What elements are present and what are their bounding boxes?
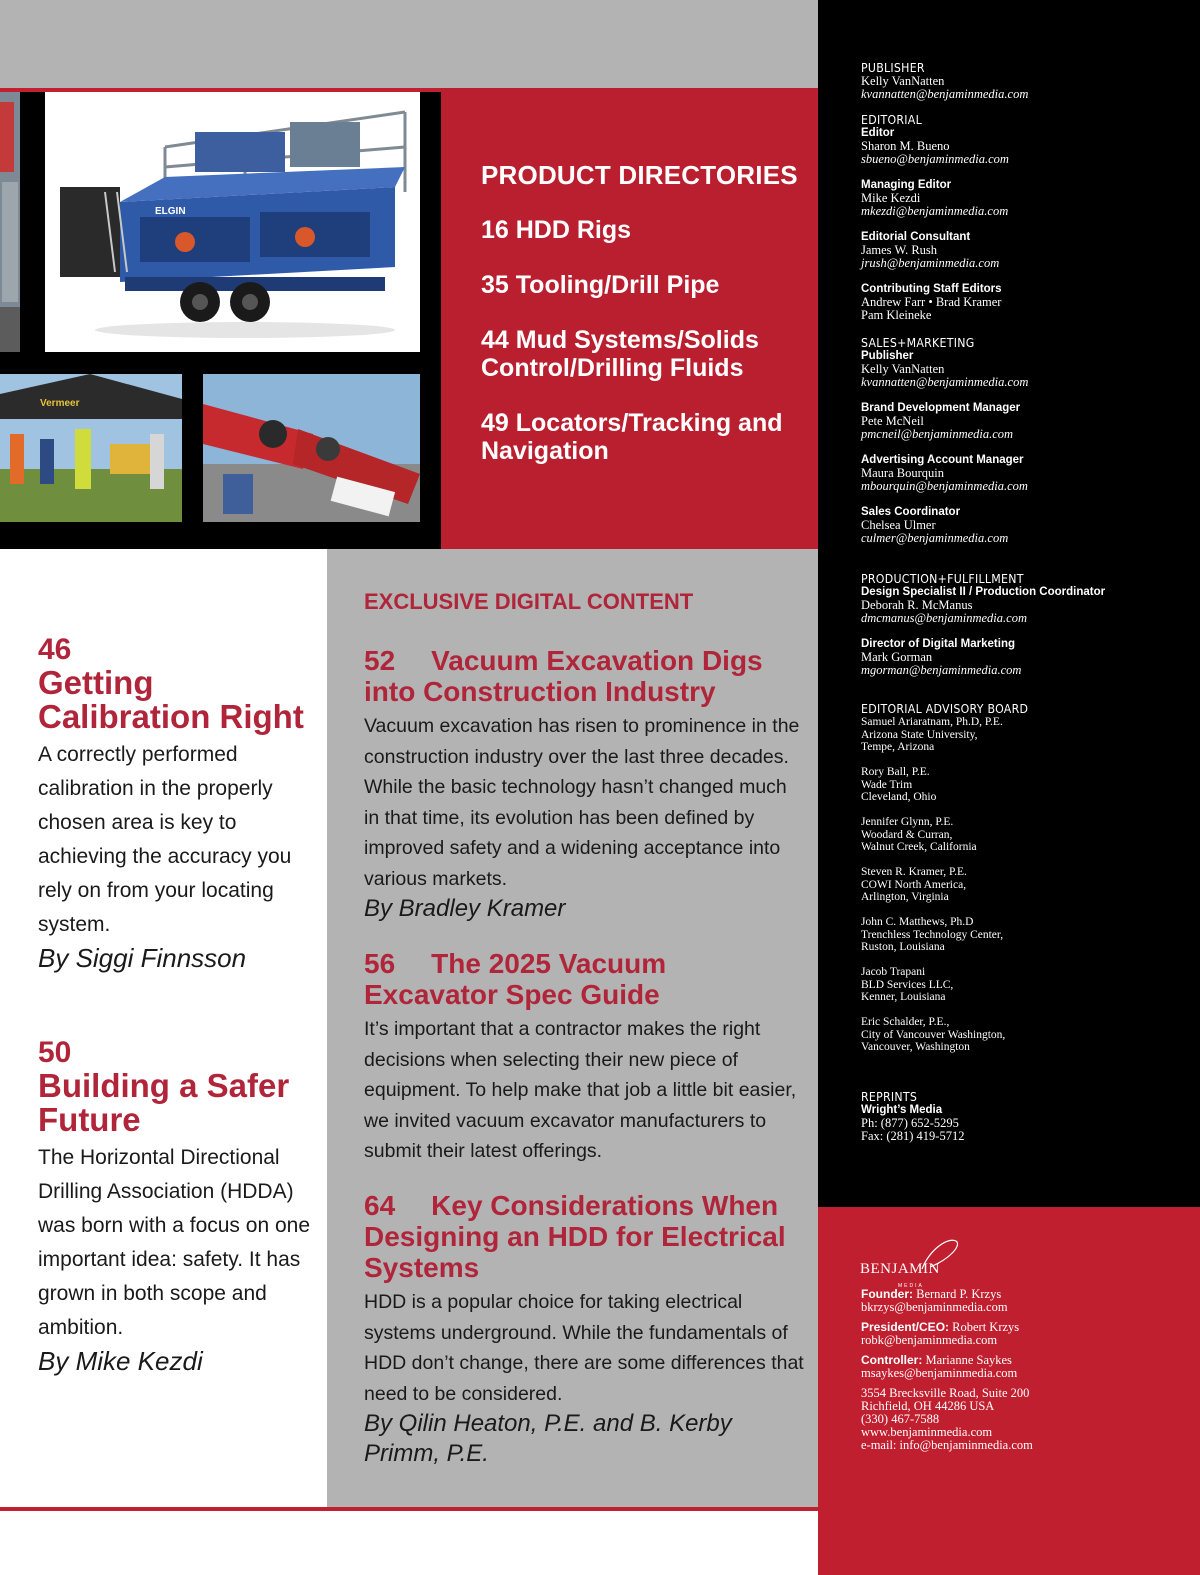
masthead-publisher: [861, 60, 1191, 101]
masthead-heading: PUBLISHER: [861, 60, 925, 75]
ceo-email[interactable]: robk@benjaminmedia.com: [861, 1333, 998, 1347]
staff-entry: [861, 179, 1191, 218]
article-summary: It’s important that a contractor makes the right decisions when selecting their new piece of equipment. To help make that job a little bit easier, we invited vacuum excavator manufacturers to submit their latest offerings.: [364, 1018, 797, 1162]
photo-demo-tent: [0, 374, 182, 522]
left-article-column: [0, 549, 327, 1507]
board-member-org: Wade Trim: [861, 778, 913, 791]
staff-name: Pete McNeil: [861, 414, 924, 428]
exclusive-content-label: EXCLUSIVE DIGITAL CONTENT: [364, 589, 694, 614]
staff-name: Chelsea Ulmer: [861, 518, 936, 532]
tent-brand-text: Vermeer: [40, 398, 80, 409]
staff-entry: [861, 350, 1191, 389]
board-member: [861, 966, 1191, 1004]
masthead-heading: PRODUCTION+FULFILLMENT: [861, 571, 1024, 586]
article-summary: Vacuum excavation has risen to prominence in the construction industry over the last three decades. While the basic technology hasn’t changed much in that time, its evolution has been defined by improved safety and a widening acceptance into various markets.: [364, 715, 800, 890]
staff-role: Editorial Consultant: [861, 231, 971, 243]
article-number: 56: [364, 948, 396, 979]
company-details: [861, 1288, 1191, 1459]
article-title: Key Considerations When Designing an HDD for Electrical Systems: [364, 1190, 786, 1283]
company-email[interactable]: e-mail: info@benjaminmedia.com: [861, 1438, 1033, 1452]
founder-email[interactable]: bkrzys@benjaminmedia.com: [861, 1300, 1008, 1314]
directory-item[interactable]: 49 Locators/Tracking and Navigation: [481, 409, 783, 465]
staff-entry: [861, 402, 1191, 441]
article-heading[interactable]: [364, 1190, 804, 1283]
controller-label: Controller:: [861, 1353, 923, 1367]
directories-list: [481, 216, 811, 492]
board-member-name: Eric Schalder, P.E.,: [861, 1016, 950, 1028]
article-number: 64: [364, 1190, 396, 1221]
board-member-name: Jennifer Glynn, P.E.: [861, 816, 954, 828]
staff-name: Kelly VanNatten: [861, 362, 945, 376]
staff-role: Managing Editor: [861, 179, 952, 191]
board-member-org: City of Vancouver Washington,: [861, 1028, 1006, 1041]
staff-role: Advertising Account Manager: [861, 454, 1024, 466]
masthead-editorial: [861, 112, 1191, 322]
board-member: [861, 816, 1191, 854]
staff-name: Mike Kezdi: [861, 191, 921, 205]
board-member-location: Walnut Creek, California: [861, 841, 977, 853]
staff-entry: [861, 283, 1191, 322]
staff-role: Publisher: [861, 350, 914, 362]
article-title: The 2025 Vacuum Excavator Spec Guide: [364, 948, 667, 1010]
address-block: [861, 1387, 1191, 1452]
founder-name: Bernard P. Krzys: [916, 1287, 1002, 1301]
photo-drill-tools: [203, 374, 420, 522]
masthead-heading: SALES+MARKETING: [861, 335, 975, 350]
staff-email[interactable]: mgorman@benjaminmedia.com: [861, 663, 1022, 677]
directories-title: PRODUCT DIRECTORIES: [481, 160, 798, 190]
article-byline: By Qilin Heaton, P.E. and B. Kerby Primm, P.E.: [364, 1410, 732, 1467]
article-52[interactable]: [364, 645, 804, 924]
board-member-org: Woodard & Curran,: [861, 828, 953, 841]
founder-label: Founder:: [861, 1287, 913, 1301]
masthead-advisory-board: [861, 701, 1191, 1066]
article-summary: The Horizontal Directional Drilling Association (HDDA) was born with a focus on one important idea: safety. It has grown in both scope and ambition.: [38, 1146, 310, 1339]
masthead: [818, 0, 1200, 1207]
article-number: 50: [38, 1036, 72, 1069]
board-member: [861, 716, 1191, 754]
article-byline: By Siggi Finnsson: [38, 943, 247, 973]
article-64[interactable]: [364, 1190, 804, 1469]
logo-subtext: MEDIA: [898, 1283, 924, 1289]
staff-email[interactable]: pmcneil@benjaminmedia.com: [861, 427, 1014, 441]
staff-email[interactable]: mkezdi@benjaminmedia.com: [861, 204, 1009, 218]
board-member-name: Steven R. Kramer, P.E.: [861, 866, 967, 878]
company-info: [818, 1207, 1200, 1575]
article-50[interactable]: [38, 1036, 313, 1377]
board-member: [861, 866, 1191, 904]
bottom-red-rule: [0, 1507, 818, 1511]
controller-name: Marianne Saykes: [925, 1353, 1012, 1367]
ceo-label: President/CEO:: [861, 1320, 950, 1334]
staff-name: Maura Bourquin: [861, 466, 944, 480]
masthead-heading: EDITORIAL: [861, 112, 922, 127]
board-member-name: Rory Ball, P.E.: [861, 766, 930, 778]
board-member: [861, 1016, 1191, 1054]
staff-name: Kelly VanNatten: [861, 74, 945, 88]
staff-entry: [861, 506, 1191, 545]
logo-wordmark: BENJAMIN: [860, 1261, 940, 1277]
staff-entry: [861, 586, 1191, 625]
board-member: [861, 766, 1191, 804]
board-member-org: Arizona State University,: [861, 728, 978, 741]
staff-email[interactable]: dmcmanus@benjaminmedia.com: [861, 611, 1027, 625]
exclusive-content-column: [327, 549, 818, 1507]
masthead-heading: REPRINTS: [861, 1089, 918, 1104]
board-member-location: Cleveland, Ohio: [861, 791, 937, 803]
founder-entry: [861, 1288, 1191, 1314]
article-summary: A correctly performed calibration in the properly chosen area is key to achieving the accuracy you rely on from your locating system.: [38, 743, 292, 936]
benjamin-media-logo: [860, 1229, 970, 1289]
board-member-location: Tempe, Arizona: [861, 741, 935, 753]
directory-item[interactable]: 16 HDD Rigs: [481, 216, 632, 244]
directory-item[interactable]: 35 Tooling/Drill Pipe: [481, 271, 720, 299]
controller-email[interactable]: msaykes@benjaminmedia.com: [861, 1366, 1018, 1380]
staff-name: James W. Rush: [861, 243, 938, 257]
article-byline: By Mike Kezdi: [38, 1346, 203, 1376]
article-title[interactable]: Building a Safer Future: [38, 1067, 290, 1138]
photo-collage: [0, 92, 441, 549]
article-56[interactable]: [364, 948, 804, 1167]
staff-entry: [861, 231, 1191, 270]
board-member: [861, 916, 1191, 954]
article-title[interactable]: Getting Calibration Right: [38, 664, 304, 735]
staff-email[interactable]: culmer@benjaminmedia.com: [861, 531, 1009, 545]
staff-name: Andrew Farr • Brad Kramer: [861, 295, 1002, 309]
board-member-location: Vancouver, Washington: [861, 1041, 970, 1053]
staff-entry: [861, 454, 1191, 493]
staff-role: Design Specialist II / Production Coordinator: [861, 586, 1106, 598]
board-member-org: Trenchless Technology Center,: [861, 928, 1004, 941]
product-directories-panel: [441, 88, 818, 549]
staff-email[interactable]: mbourquin@benjaminmedia.com: [861, 479, 1028, 493]
staff-role: Editor: [861, 127, 895, 139]
article-number: 46: [38, 633, 72, 666]
article-heading[interactable]: [364, 645, 804, 707]
photo-rig-sliver: [0, 92, 20, 352]
company-website[interactable]: www.benjaminmedia.com: [861, 1425, 993, 1439]
staff-role: Brand Development Manager: [861, 402, 1021, 414]
ceo-entry: [861, 1321, 1191, 1347]
board-member-location: Kenner, Louisiana: [861, 991, 946, 1003]
board-member-location: Ruston, Louisiana: [861, 941, 945, 953]
masthead-heading: EDITORIAL ADVISORY BOARD: [861, 701, 1029, 716]
staff-email[interactable]: kvannatten@benjaminmedia.com: [861, 87, 1029, 101]
board-member-name: Samuel Ariaratnam, Ph.D, P.E.: [861, 716, 1003, 728]
staff-role: Sales Coordinator: [861, 506, 961, 518]
article-byline: By Bradley Kramer: [364, 895, 566, 922]
article-summary: HDD is a popular choice for taking electrical systems underground. While the fundamentals of HDD don’t change, there are some differences that need to be considered.: [364, 1291, 804, 1405]
board-member-name: Jacob Trapani: [861, 966, 926, 978]
board-member-name: John C. Matthews, Ph.D: [861, 916, 974, 928]
directory-item[interactable]: 44 Mud Systems/Solids Control/Drilling Fluids: [481, 326, 759, 382]
company-phone: (330) 467-7588: [861, 1412, 940, 1426]
photo-mud-trailer: [45, 92, 420, 352]
staff-name: Mark Gorman: [861, 650, 933, 664]
article-heading[interactable]: [364, 948, 804, 1010]
staff-email[interactable]: kvannatten@benjaminmedia.com: [861, 375, 1029, 389]
staff-role: Director of Digital Marketing: [861, 638, 1015, 650]
staff-entry: [861, 638, 1191, 677]
address-line-1: 3554 Brecksville Road, Suite 200: [861, 1386, 1030, 1400]
controller-entry: [861, 1354, 1191, 1380]
top-gray-band: [0, 0, 818, 88]
trailer-brand-text: ELGIN: [155, 206, 186, 217]
staff-name: Pam Kleineke: [861, 308, 932, 322]
board-member-location: Arlington, Virginia: [861, 891, 949, 903]
staff-email[interactable]: jrush@benjaminmedia.com: [861, 256, 1000, 270]
staff-email[interactable]: sbueno@benjaminmedia.com: [861, 152, 1009, 166]
board-member-org: BLD Services LLC,: [861, 978, 954, 991]
reprints-phone: Ph: (877) 652-5295: [861, 1116, 959, 1130]
staff-name: Sharon M. Bueno: [861, 139, 950, 153]
article-number: 52: [364, 645, 396, 676]
masthead-production: [861, 571, 1191, 677]
staff-name: Deborah R. McManus: [861, 598, 973, 612]
board-member-org: COWI North America,: [861, 878, 967, 891]
ceo-name: Robert Krzys: [952, 1320, 1020, 1334]
article-46[interactable]: [38, 633, 313, 974]
article-title: Vacuum Excavation Digs into Construction Industry: [364, 645, 763, 707]
masthead-reprints: [861, 1089, 1191, 1143]
staff-entry: [861, 127, 1191, 166]
reprints-company: Wright’s Media: [861, 1104, 943, 1116]
masthead-sales: [861, 335, 1191, 545]
staff-role: Contributing Staff Editors: [861, 283, 1002, 295]
address-line-2: Richfield, OH 44286 USA: [861, 1399, 995, 1413]
reprints-fax: Fax: (281) 419-5712: [861, 1129, 965, 1143]
